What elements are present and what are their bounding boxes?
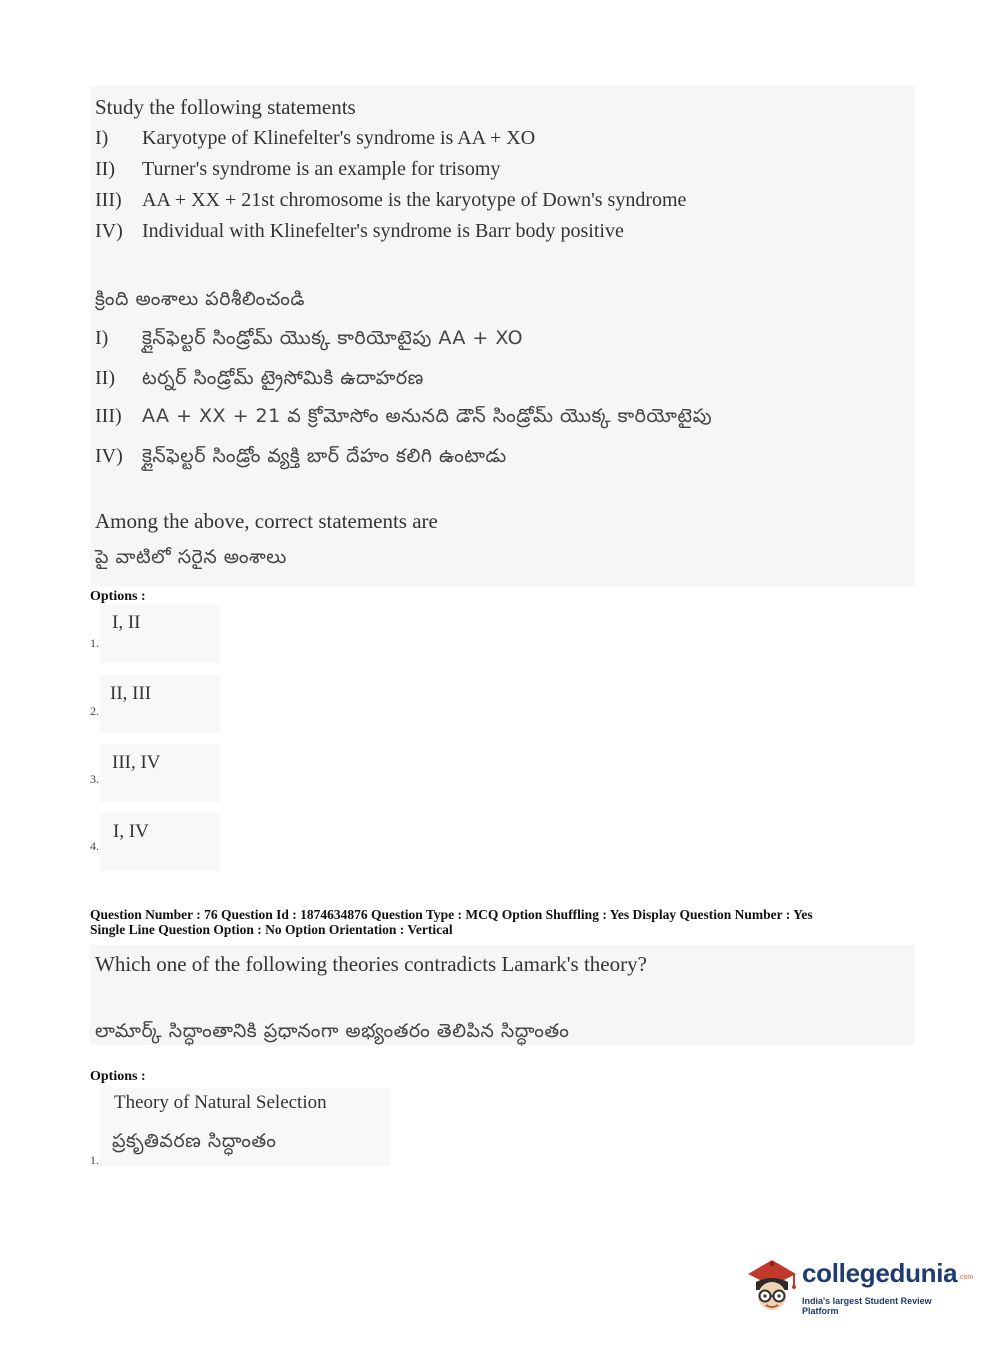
brand-name: collegedunia	[802, 1258, 958, 1288]
statement-number: III)	[95, 189, 122, 211]
statement-text: Karyotype of Klinefelter's syndrome is AA + XO	[142, 127, 536, 149]
statement-number: I)	[95, 127, 109, 149]
statement-text-te: టర్నర్ సిండ్రోమ్ ట్రైసోమికి ఉదాహరణ	[142, 367, 424, 389]
option-number: 1.	[90, 636, 99, 650]
statement-number: IV)	[95, 220, 123, 242]
question-stem-en: Study the following statements	[95, 95, 356, 119]
statement-text-te: AA + XX + 21 వ క్రోమోసోం అనునది డౌన్ సిండ్రోమ్ యొక్క కారియోటైపు	[142, 405, 713, 427]
statement-text: AA + XX + 21st chromosome is the karyotype of Down's syndrome	[142, 189, 687, 211]
option-text[interactable]: I, II	[112, 612, 141, 633]
statement-text-te: క్లైన్‌ఫెల్టర్ సిండ్రోం వ్యక్తి బార్ దేహం కలిగి ఉంటాడు	[142, 445, 507, 467]
statement-text: Individual with Klinefelter's syndrome is Barr body positive	[142, 220, 624, 242]
option-text[interactable]: Theory of Natural Selection	[114, 1092, 327, 1113]
option-text[interactable]: II, III	[110, 683, 152, 704]
statement-text: Turner's syndrome is an example for trisomy	[142, 158, 501, 180]
statement-number: II)	[95, 367, 115, 389]
statement-number: I)	[95, 327, 109, 349]
options-label: Options :	[90, 1069, 146, 1084]
student-mascot-icon	[742, 1252, 802, 1322]
statement-text-te: క్లైన్‌ఫెల్టర్ సిండ్రోమ్ యొక్క కారియోటైపు AA + XO	[142, 327, 524, 349]
option-number: 1.	[90, 1153, 99, 1167]
options-label: Options :	[90, 589, 146, 604]
brand-tagline: India's largest Student Review Platform	[802, 1296, 932, 1316]
option-number: 4.	[90, 839, 99, 853]
option-text[interactable]: I, IV	[113, 821, 149, 842]
question-text-te: పై వాటిలో సరైన అంశాలు	[95, 546, 287, 568]
option-number: 3.	[90, 772, 99, 786]
question-meta: Question Number : 76 Question Id : 1874634876 Question Type : MCQ Option Shuffling : Yes Display Question Number : Yes	[90, 907, 813, 922]
question-text-en: Among the above, correct statements are	[95, 509, 438, 533]
statement-number: IV)	[95, 445, 123, 467]
option-text-te[interactable]: ప్రకృతివరణ సిద్ధాంతం	[112, 1130, 277, 1152]
question-meta: Single Line Question Option : No Option Orientation : Vertical	[90, 922, 453, 937]
option-number: 2.	[90, 704, 99, 718]
option-text[interactable]: III, IV	[112, 752, 161, 773]
question-text-en: Which one of the following theories contradicts Lamark's theory?	[95, 952, 647, 976]
collegedunia-logo[interactable]	[742, 1252, 974, 1322]
statement-number: II)	[95, 158, 115, 180]
statement-number: III)	[95, 405, 122, 427]
question-stem-te: క్రింది అంశాలు పరిశీలించండి	[95, 288, 305, 310]
brand-domain: .com	[958, 1274, 974, 1281]
question-text-te: లామార్క్ సిద్ధాంతానికి ప్రధానంగా అభ్యంతరం తెలిపిన సిద్ధాంతం	[95, 1020, 570, 1042]
